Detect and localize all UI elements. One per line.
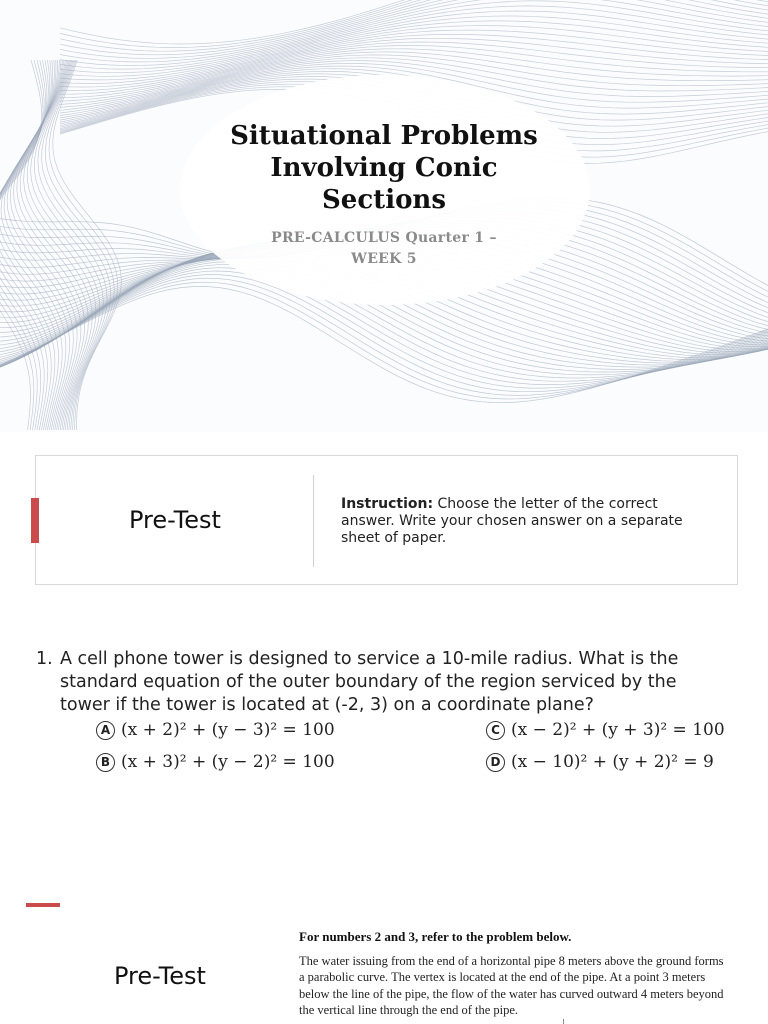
choice-letter-badge: A bbox=[96, 721, 115, 740]
wave-line bbox=[60, 21, 768, 84]
slide-subtitle bbox=[254, 228, 514, 270]
choice-b[interactable] bbox=[96, 752, 335, 772]
choice-d[interactable] bbox=[486, 752, 714, 772]
instruction-body: Choose the letter of the correct answer. Write your chosen answer on a separate sheet of paper. bbox=[341, 496, 683, 546]
choice-c[interactable] bbox=[486, 720, 725, 740]
choice-equation: (x + 2)² + (y − 3)² = 100 bbox=[121, 720, 335, 740]
choice-equation: (x − 10)² + (y + 2)² = 9 bbox=[511, 752, 714, 772]
question-number: 1. bbox=[36, 649, 53, 669]
title-line: Involving Conic bbox=[270, 153, 498, 183]
slide-title bbox=[214, 120, 554, 216]
accent-bar bbox=[31, 498, 39, 543]
choice-equation: (x + 3)² + (y − 2)² = 100 bbox=[121, 752, 335, 772]
problem-line: the vertical line through the end of the pipe. bbox=[299, 1003, 519, 1018]
title-slide bbox=[0, 0, 768, 432]
choice-equation: (x − 2)² + (y + 3)² = 100 bbox=[511, 720, 725, 740]
choice-letter-badge: C bbox=[486, 721, 505, 740]
wave-line bbox=[53, 60, 122, 430]
vertical-divider bbox=[313, 475, 314, 567]
question-stem-line: A cell phone tower is designed to service a 10-mile radius. What is the bbox=[60, 649, 679, 669]
question-1 bbox=[36, 648, 746, 717]
choice-a[interactable] bbox=[96, 720, 335, 740]
pretest-heading: Pre-Test bbox=[129, 506, 221, 534]
subtitle-line: WEEK 5 bbox=[351, 251, 417, 267]
instruction-text bbox=[341, 496, 711, 547]
wave-line bbox=[60, 0, 768, 55]
pretest-heading: Pre-Test bbox=[114, 962, 206, 990]
edge-mark bbox=[563, 1019, 564, 1024]
question-stem-line: tower if the tower is located at (-2, 3) on a coordinate plane? bbox=[60, 695, 594, 715]
instruction-label: Instruction: bbox=[341, 496, 434, 512]
problem-line: The water issuing from the end of a horizontal pipe 8 meters above the ground forms bbox=[299, 954, 724, 968]
subtitle-line: PRE-CALCULUS Quarter 1 – bbox=[271, 230, 497, 246]
title-block bbox=[214, 120, 554, 270]
wave-line bbox=[60, 6, 768, 73]
problem-line: below the line of the pipe, the flow of the water has curved outward 4 meters beyond bbox=[299, 986, 724, 1001]
choice-letter-badge: D bbox=[486, 753, 505, 772]
accent-line bbox=[26, 903, 60, 907]
wave-line bbox=[60, 1, 768, 69]
problem-description bbox=[299, 953, 749, 1019]
choice-letter-badge: B bbox=[96, 753, 115, 772]
question-stem-line: standard equation of the outer boundary of the region serviced by the bbox=[60, 672, 677, 692]
problem-reference-heading: For numbers 2 and 3, refer to the problem below. bbox=[299, 929, 572, 944]
title-line: Situational Problems bbox=[230, 121, 538, 151]
title-line: Sections bbox=[322, 185, 446, 215]
problem-line: a parabolic curve. The vertex is located at the end of the pipe. At a point 3 meters bbox=[299, 970, 706, 985]
